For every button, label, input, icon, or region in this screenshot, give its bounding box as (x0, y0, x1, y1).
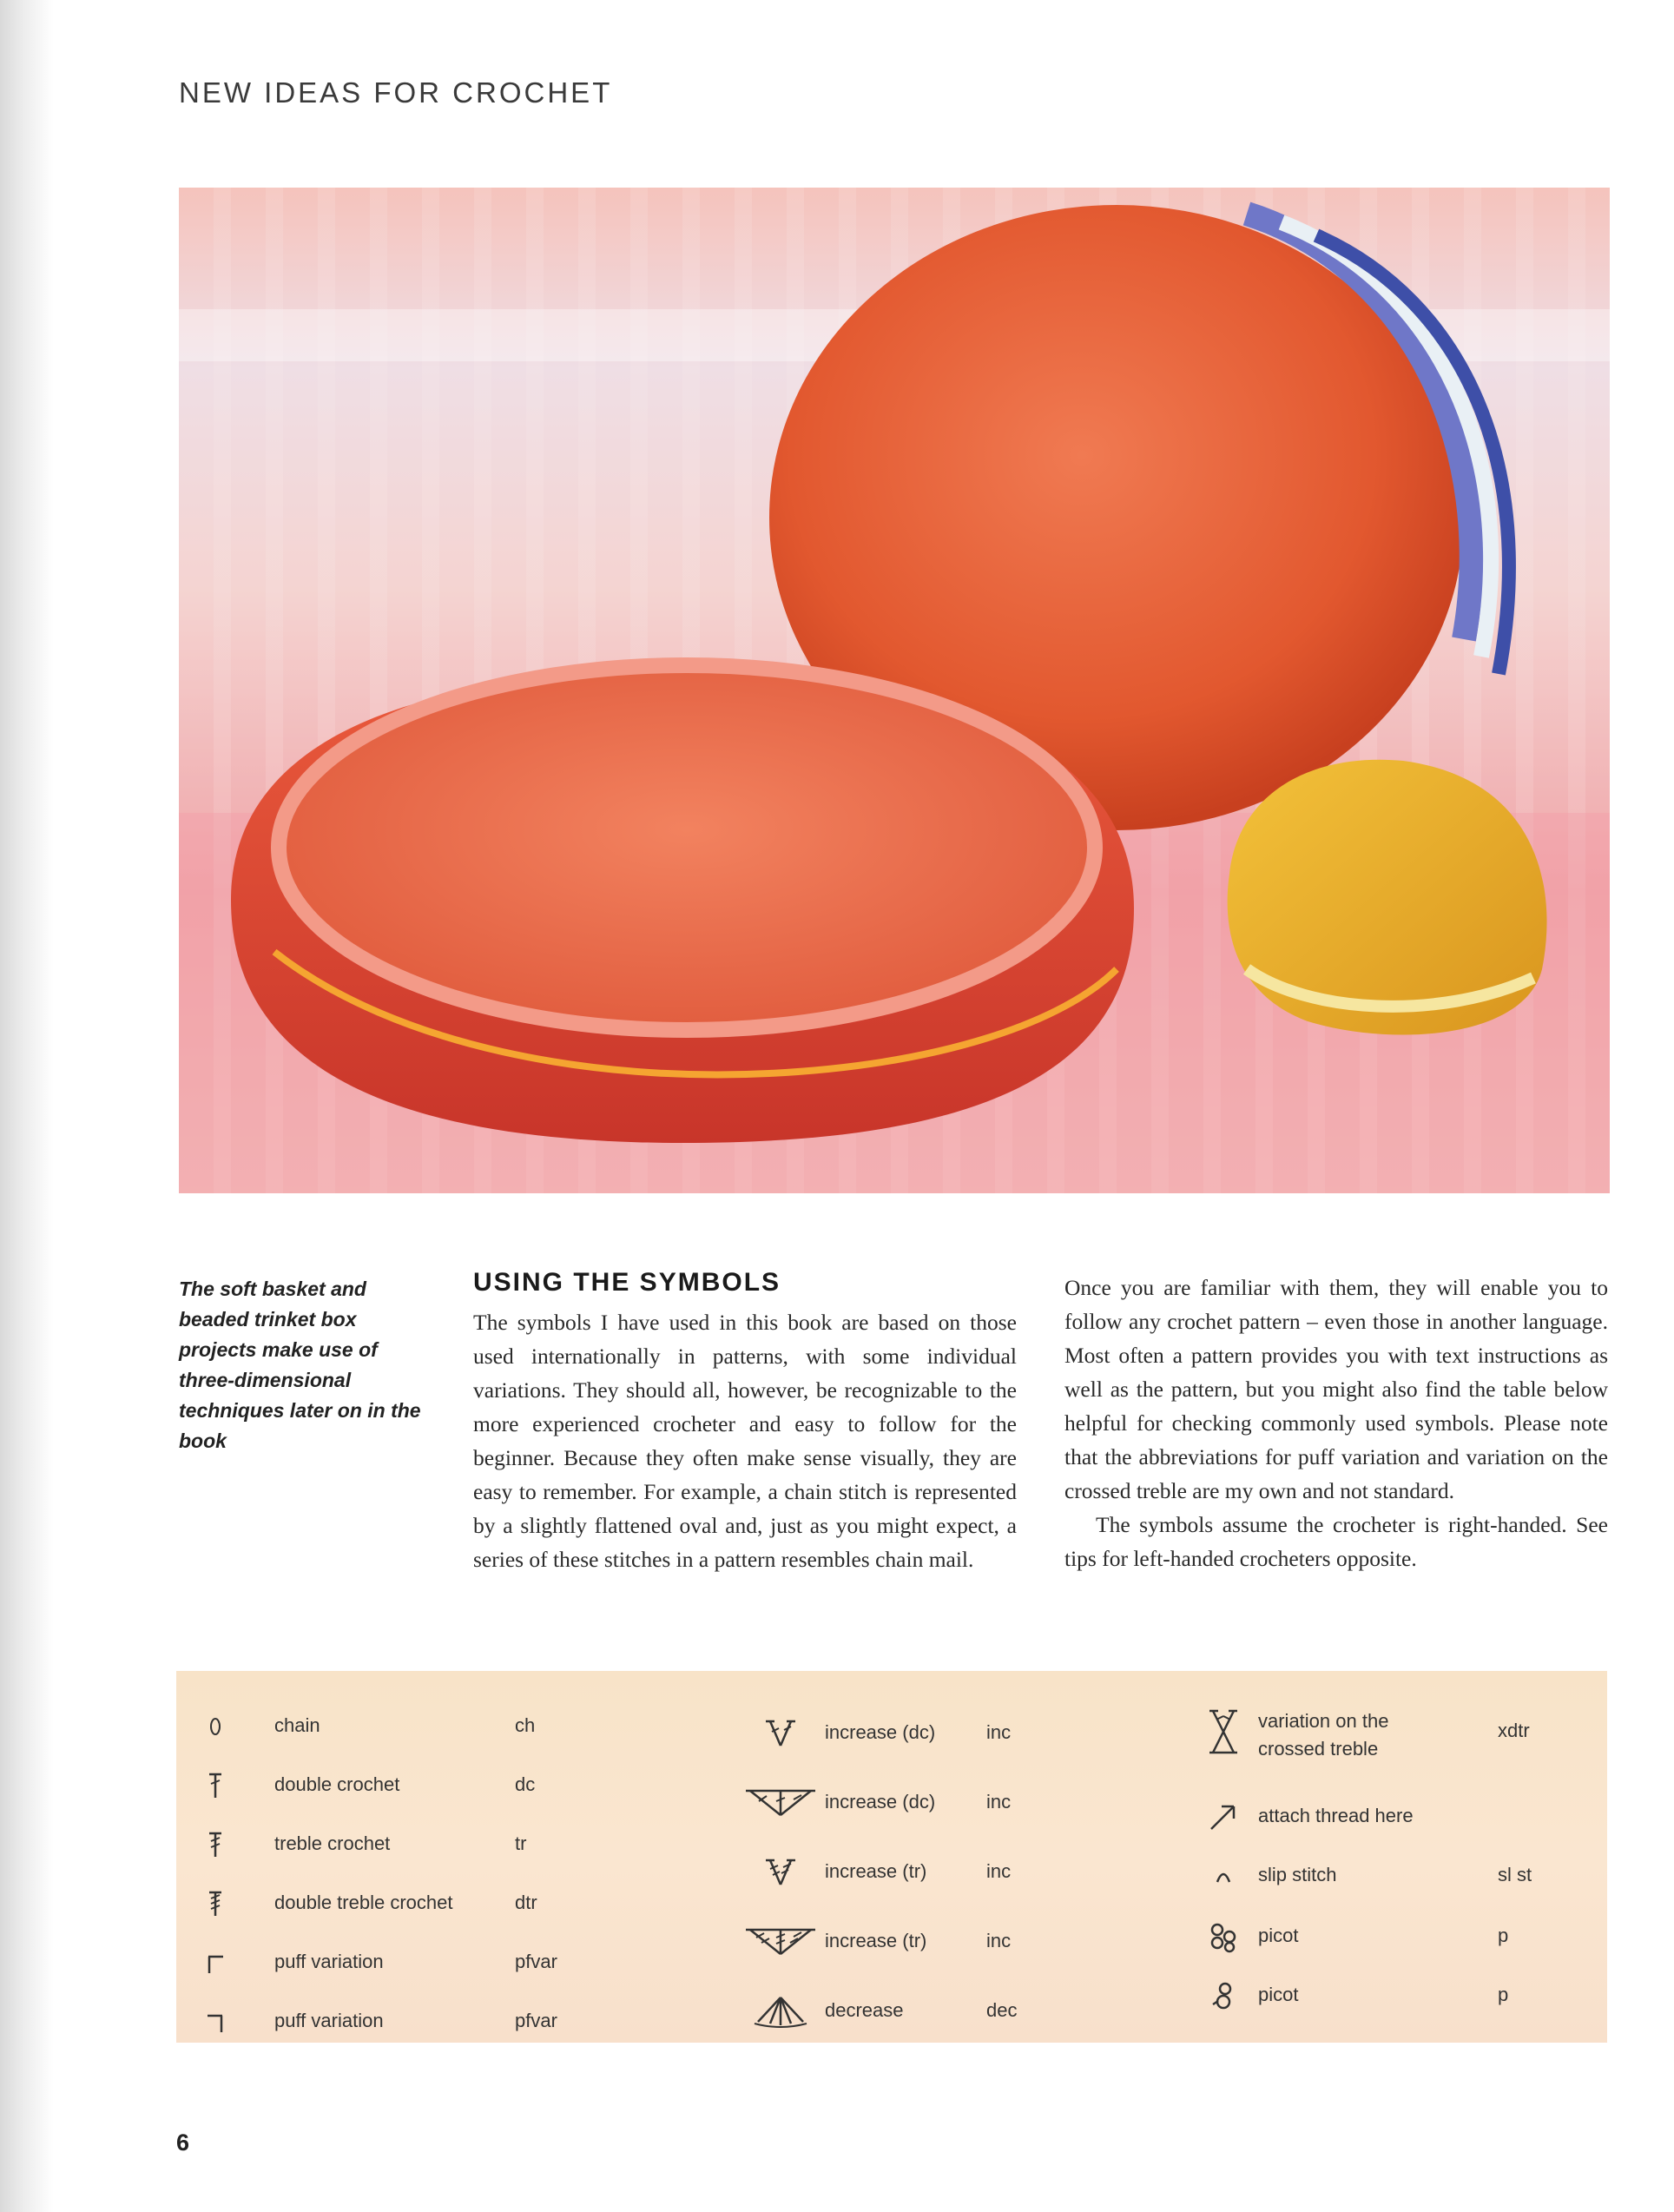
attach-thread-arrow-icon (1189, 1799, 1258, 1834)
symbol-abbr: sl st (1498, 1864, 1532, 1885)
symbol-abbr: inc (986, 1860, 1012, 1882)
symbol-abbr: pfvar (515, 2010, 557, 2031)
picot-symbol-icon (1189, 1919, 1258, 1954)
page-gutter-shadow (0, 0, 54, 2212)
body-paragraph: The symbols assume the crocheter is right-handed. See tips for left-handed crocheters opposite. (1064, 1512, 1608, 1571)
body-paragraph: Once you are familiar with them, they will enable you to follow any crochet pattern – even those in another language. Most often a pattern provides you with text instructions as well as the pattern, but you might also find the table below helpful for checking commonly used symbols. Please note that the abbreviations for puff variation and variation on the crossed treble are my own and not standard. (1064, 1275, 1608, 1503)
symbol-name: picot (1258, 1984, 1299, 2005)
photo-crochet-basket-and-boxes (179, 188, 1610, 1193)
symbol-name: puff variation (274, 2010, 384, 2031)
decrease-symbol-icon (724, 1994, 837, 2029)
slip-stitch-symbol-icon (1189, 1859, 1258, 1893)
symbol-abbr: tr (515, 1832, 527, 1854)
symbol-abbr: dtr (515, 1892, 537, 1913)
puff-variation-left-symbol-icon (176, 1945, 254, 1980)
symbol-abbr: xdtr (1498, 1720, 1530, 1741)
symbol-name: double crochet (274, 1773, 400, 1795)
symbol-name: slip stitch (1258, 1864, 1337, 1885)
increase-dc-2-symbol-icon (724, 1716, 837, 1751)
puff-variation-right-symbol-icon (176, 2004, 254, 2039)
picot-alt-symbol-icon (1189, 1978, 1258, 2013)
page-number: 6 (176, 2129, 190, 2156)
body-column-1: The symbols I have used in this book are based on those used internationally in patterns, with some individual variations. They should all, however, be recognizable to the more experienced crocheter and easy to follow for the beginner. Because they often make sense visually, they are easy to remember. For example, a chain stitch is represented by a slightly flattened oval and, just as you might expect, a series of these stitches in a pattern resembles chain mail. (473, 1310, 1017, 1572)
symbol-name: picot (1258, 1925, 1299, 1946)
symbol-abbr: inc (986, 1930, 1012, 1951)
body-column-2 (1064, 1271, 1608, 1575)
symbol-name: increase (dc) (825, 1791, 936, 1813)
symbol-name: increase (tr) (825, 1860, 927, 1882)
chain-symbol-icon (176, 1709, 254, 1744)
photo-caption: The soft basket and beaded trinket box projects make use of three-dimensional techniques later on in the book (179, 1278, 421, 1452)
symbol-abbr: dc (515, 1773, 536, 1795)
increase-tr-3-symbol-icon (724, 1925, 837, 1959)
double-crochet-symbol-icon (176, 1768, 254, 1803)
symbol-abbr: dec (986, 1999, 1018, 2021)
symbol-name: attach thread here (1258, 1805, 1414, 1826)
symbol-name: treble crochet (274, 1832, 391, 1854)
symbol-name: variation on the crossed treble (1258, 1710, 1389, 1760)
running-head: NEW IDEAS FOR CROCHET (179, 76, 613, 109)
crossed-treble-symbol-icon (1189, 1714, 1258, 1749)
symbol-name: increase (tr) (825, 1930, 927, 1951)
symbol-abbr: inc (986, 1721, 1012, 1743)
symbol-name: increase (dc) (825, 1721, 936, 1743)
double-treble-crochet-symbol-icon (176, 1886, 254, 1921)
symbol-abbr: ch (515, 1714, 536, 1736)
symbol-name: puff variation (274, 1951, 384, 1972)
symbol-name: chain (274, 1714, 320, 1736)
symbol-name: double treble crochet (274, 1892, 453, 1913)
symbol-abbr: p (1498, 1984, 1509, 2005)
symbol-table (176, 1671, 1607, 2043)
symbol-abbr: inc (986, 1791, 1012, 1813)
symbol-abbr: p (1498, 1925, 1509, 1946)
symbol-name: decrease (825, 1999, 904, 2021)
treble-crochet-symbol-icon (176, 1827, 254, 1862)
photo-illustration (179, 188, 1610, 1193)
section-title: USING THE SYMBOLS (473, 1268, 781, 1297)
symbol-abbr: pfvar (515, 1951, 557, 1972)
increase-tr-2-symbol-icon (724, 1855, 837, 1890)
increase-dc-3-symbol-icon (724, 1786, 837, 1820)
